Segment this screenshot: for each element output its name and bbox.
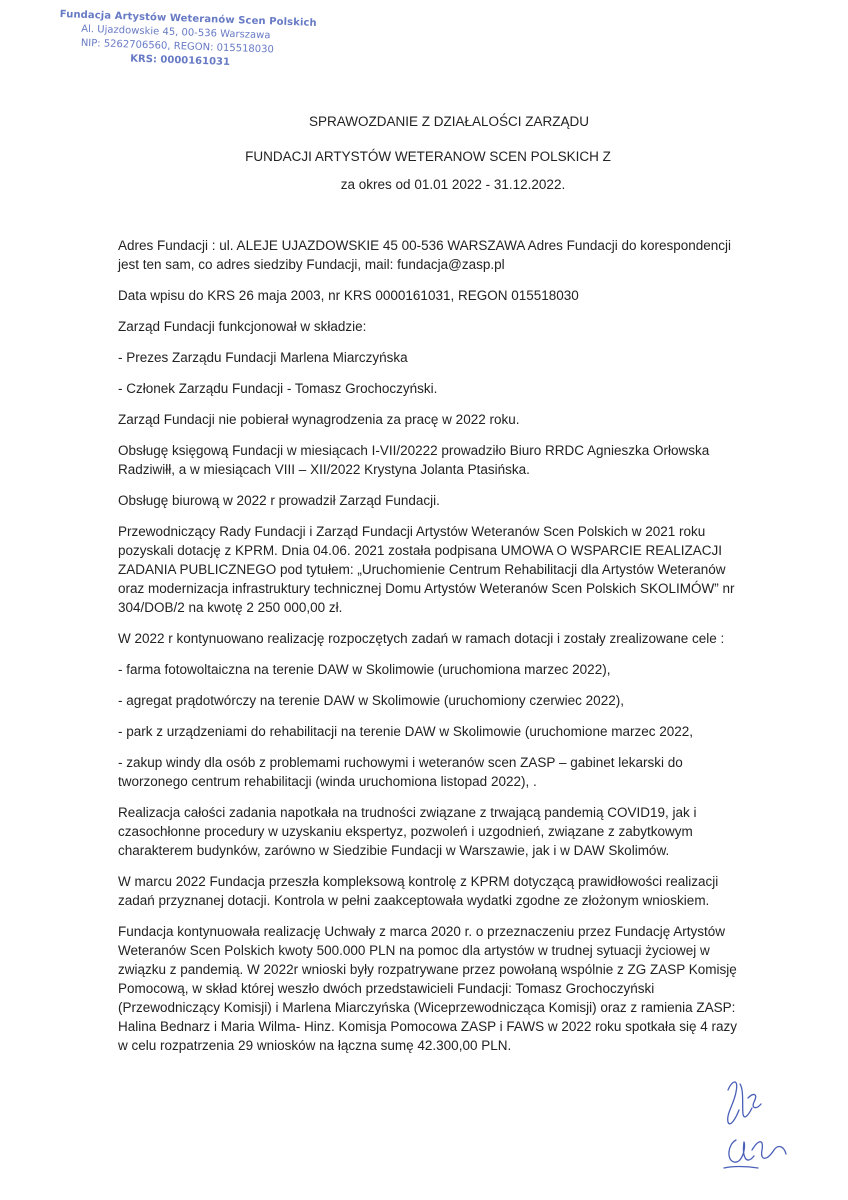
paragraph-goals-intro: W 2022 r kontynuowano realizację rozpoczętych zadań w ramach dotacji i zostały zrealizowane cele :	[118, 631, 725, 646]
stamp-line-ids: NIP: 5262706560, REGON: 015518030	[80, 37, 275, 56]
list-item-rehab-park: - park z urządzeniami do rehabilitacji na terenie DAW w Skolimowie (uruchomione marzec 2022,	[118, 724, 693, 739]
list-item-solar-farm: - farma fotowoltaiczna na terenie DAW w Skolimowie (uruchomiona marzec 2022),	[118, 662, 611, 677]
organization-stamp	[58, 8, 317, 73]
paragraph-remuneration: Zarząd Fundacji nie pobierał wynagrodzenia za pracę w 2022 roku.	[118, 412, 520, 427]
report-body	[118, 236, 744, 1067]
paragraph-krs-entry: Data wpisu do KRS 26 maja 2003, nr KRS 0000161031, REGON 015518030	[118, 288, 579, 303]
paragraph-accounting: Obsługę księgową Fundacji w miesiącach I-VII/20222 prowadziło Biuro RRDC Agnieszka Orłowska Radziwiłł, a w miesiącach VIII – XII/2022 Krystyna Jolanta Ptasińska.	[118, 443, 710, 477]
paragraph-board-member: - Członek Zarządu Fundacji - Tomasz Grochoczyński.	[118, 381, 438, 396]
document-period: za okres od 01.01 2022 - 31.12.2022.	[340, 177, 566, 192]
stamp-line-address: Al. Ujazdowskie 45, 00-536 Warszawa	[81, 23, 271, 42]
paragraph-board-president: - Prezes Zarządu Fundacji Marlena Miarczyńska	[118, 350, 408, 365]
list-item-elevator: - zakup windy dla osób z problemami ruchowymi i weteranów scen ZASP – gabinet lekarski do tworzonego centrum rehabilitacji (winda uruchomiona listopad 2022), .	[118, 755, 683, 789]
paragraph-aid-resolution: Fundacja kontynuowała realizację Uchwały z marca 2020 r. o przeznaczeniu przez Fundację Artystów Weteranów Scen Polskich kwoty 500.000 PLN na pomoc dla artystów w trudnej sytuacji życiowej w związku z pandemią. W 2022r wnioski były rozpatrywane przez powołaną wspólnie z ZG ZASP Komisję Pomocową, w skład której weszło dwóch przedstawicieli Fundacji: Tomasz Grochoczyński (Przewodniczący Komisji) i Marlena Miarczyńska (Wiceprzewodnicząca Komisji) oraz z ramienia ZASP: Halina Bednarz i Maria Wilma- Hinz. Komisja Pomocowa ZASP i FAWS w 2022 roku spotkała się 4 razy w celu rozpatrzenia 29 wniosków na łączna sumę 42.300,00 PLN.	[118, 924, 737, 1053]
paragraph-difficulties: Realizacja całości zadania napotkała na trudności związane z trwającą pandemią COVID19, jak i czasochłonne procedury w uzyskaniu ekspertyz, pozwoleń i uzgodnień, związane z zabytkowym charakterem budynków, zarówno w Siedzibie Fundacji w Warszawie, jak i w DAW Skolimów.	[118, 805, 697, 858]
stamp-line-krs: KRS: 0000161031	[130, 53, 231, 68]
document-subtitle: FUNDACJI ARTYSTÓW WETERANOW SCEN POLSKICH Z	[245, 149, 611, 164]
list-item-generator: - agregat prądotwórczy na terenie DAW w Skolimowie (uruchomiony czerwiec 2022),	[118, 693, 624, 708]
paragraph-address: Adres Fundacji : ul. ALEJE UJAZDOWSKIE 45 00-536 WARSZAWA Adres Fundacji do korespondencji jest ten sam, co adres siedziby Fundacji, mail: fundacja@zasp.pl	[118, 238, 732, 272]
paragraph-office: Obsługę biurową w 2022 r prowadził Zarząd Fundacji.	[118, 493, 440, 508]
stamp-line-name: Fundacja Artystów Weteranów Scen Polskich	[59, 8, 317, 29]
paragraph-board-composition: Zarząd Fundacji funkcjonował w składzie:	[118, 319, 367, 334]
handwritten-signature	[706, 1070, 796, 1180]
paragraph-audit: W marcu 2022 Fundacja przeszła kompleksową kontrolę z KPRM dotyczącą prawidłowości realizacji zadań przyznanej dotacji. Kontrola w pełni zaakceptowała wydatki zgodne ze złożonym wnioskiem.	[118, 874, 719, 908]
paragraph-grant: Przewodniczący Rady Fundacji i Zarząd Fundacji Artystów Weteranów Scen Polskich w 2021 roku pozyskali dotację z KPRM. Dnia 04.06. 2021 została podpisana UMOWA O WSPARCIE REALIZACJI ZADANIA PUBLICZNEGO pod tytułem: „Uruchomienie Centrum Rehabilitacji dla Artystów Weteranów oraz modernizacja infrastruktury technicznej Domu Artystów Weteranów Scen Polskich SKOLIMÓW” nr 304/DOB/2 na kwotę 2 250 000,00 zł.	[118, 524, 735, 615]
document-title: SPRAWOZDANIE Z DZIAŁALOŚCI ZARZĄDU	[308, 114, 590, 129]
